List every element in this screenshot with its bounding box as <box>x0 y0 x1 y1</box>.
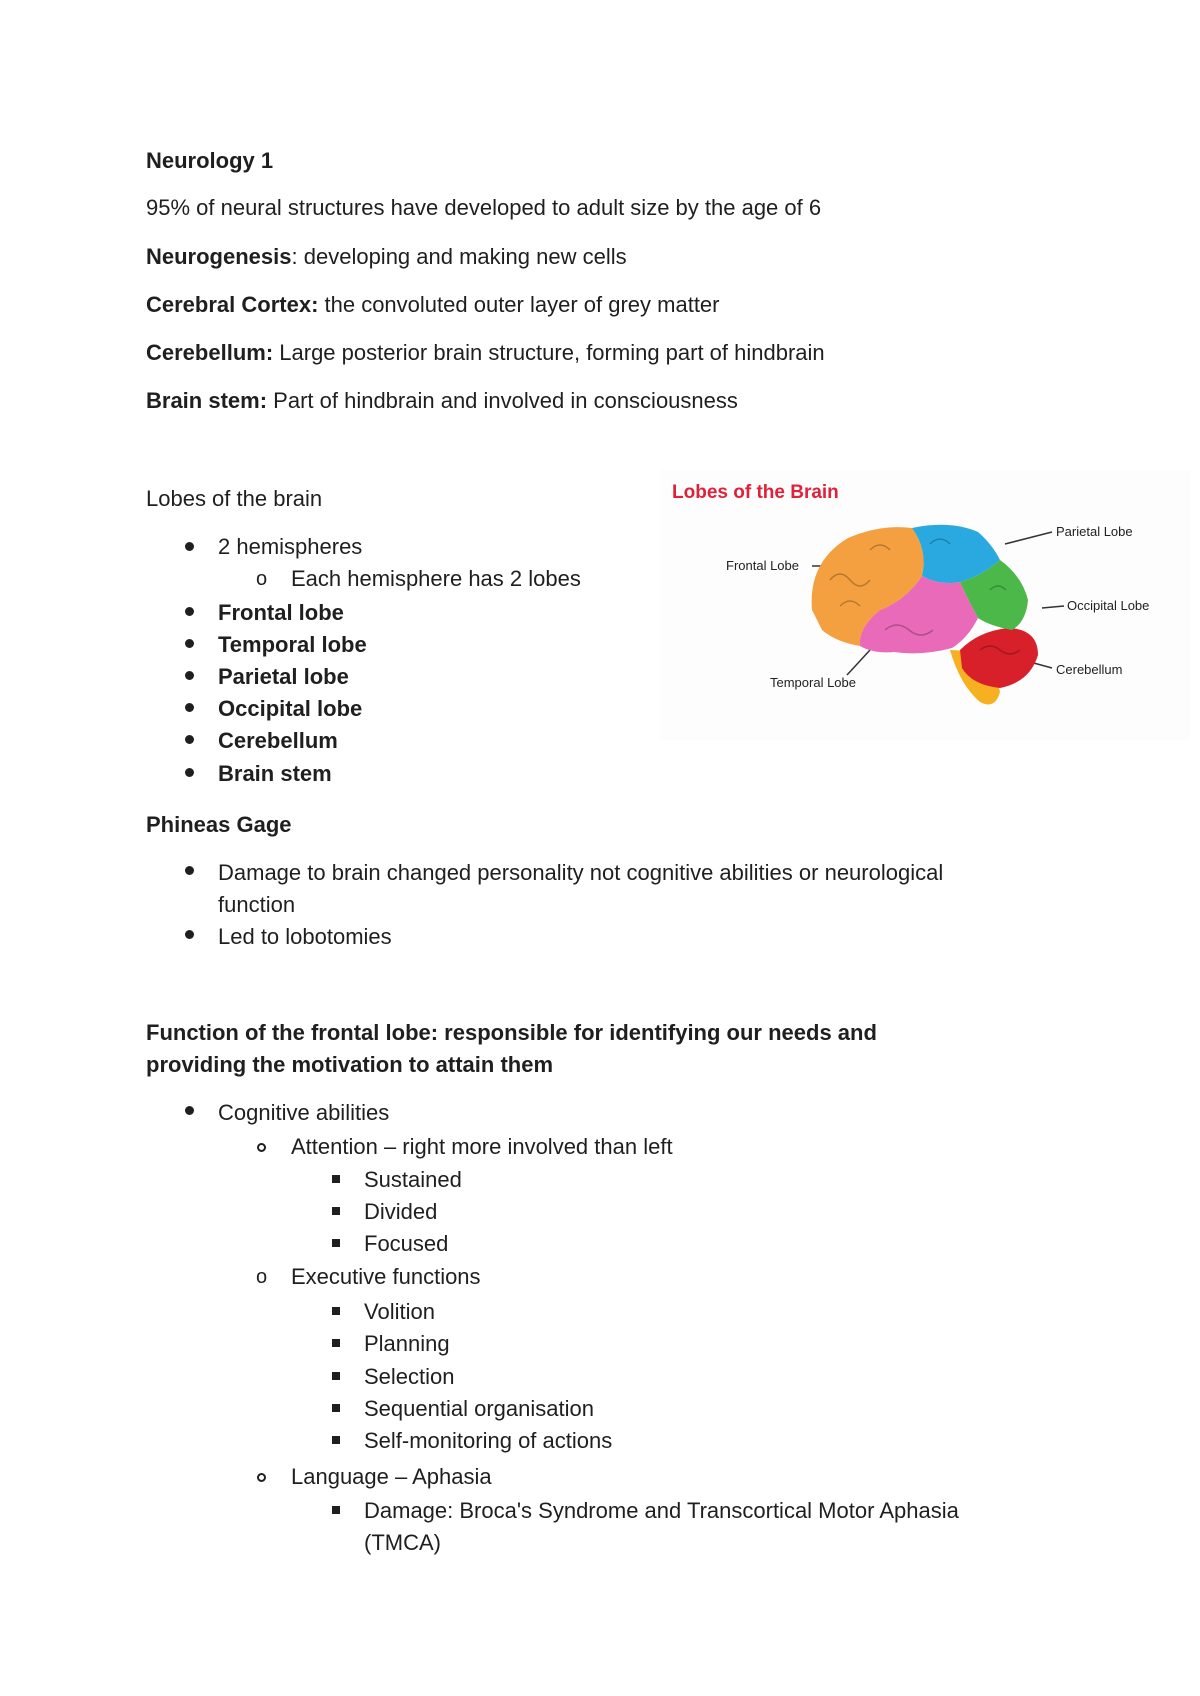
lobes-heading: Lobes of the brain <box>146 486 323 511</box>
bullet-dot-icon <box>185 866 194 875</box>
executive-planning: Planning <box>364 1331 450 1356</box>
bullet-dot-icon <box>185 930 194 939</box>
bullet-square-icon <box>332 1372 340 1380</box>
lobe-item-occipital: Occipital lobe <box>218 696 363 721</box>
definition-text: developing and making new cells <box>297 244 627 269</box>
bullet-square-icon <box>332 1175 340 1183</box>
lobes-subitem: Each hemisphere has 2 lobes <box>291 566 581 591</box>
phineas-item-1-line-2: function <box>218 892 296 917</box>
label-temporal-lobe: Temporal Lobe <box>770 675 856 690</box>
bullet-circle-icon <box>257 1473 266 1482</box>
bullet-square-icon <box>332 1436 340 1444</box>
bullet-circle-icon: o <box>256 1266 268 1288</box>
lobe-item-frontal: Frontal lobe <box>218 600 344 625</box>
bullet-square-icon <box>332 1506 340 1514</box>
bullet-dot-icon <box>185 1106 194 1115</box>
bullet-dot-icon <box>185 768 194 777</box>
label-cerebellum: Cerebellum <box>1056 662 1123 677</box>
executive-volition: Volition <box>364 1299 435 1324</box>
executive-sequential-organisation: Sequential organisation <box>364 1396 594 1421</box>
language-aphasia: Language – Aphasia <box>291 1464 492 1489</box>
language-item-line-1: Damage: Broca's Syndrome and Transcortical Motor Aphasia <box>364 1498 959 1523</box>
attention-item: Attention – right more involved than left <box>291 1134 673 1159</box>
label-frontal-lobe: Frontal Lobe <box>726 558 799 573</box>
label-parietal-lobe: Parietal Lobe <box>1056 524 1133 539</box>
document-title: Neurology 1 <box>146 148 274 173</box>
definition-term: Cerebral Cortex: <box>146 292 319 317</box>
definition-text: the convoluted outer layer of grey matter <box>318 292 720 317</box>
bullet-square-icon <box>332 1404 340 1412</box>
definition-cerebellum <box>146 340 825 366</box>
bullet-dot-icon <box>185 607 194 616</box>
brain-lobes-figure <box>660 470 1190 740</box>
lobe-item-parietal: Parietal lobe <box>218 664 349 689</box>
executive-functions: Executive functions <box>291 1264 481 1289</box>
definition-text: Large posterior brain structure, forming part of hindbrain <box>273 340 825 365</box>
bullet-square-icon <box>332 1239 340 1247</box>
definition-neurogenesis <box>146 244 627 270</box>
lobes-item-hemispheres: 2 hemispheres <box>218 534 363 559</box>
figure-title: Lobes of the Brain <box>672 482 839 503</box>
frontal-function-heading-line-2: providing the motivation to attain them <box>146 1052 553 1077</box>
language-item-line-2: (TMCA) <box>364 1530 441 1555</box>
bullet-dot-icon <box>185 542 194 551</box>
label-occipital-lobe: Occipital Lobe <box>1067 598 1150 613</box>
bullet-dot-icon <box>185 735 194 744</box>
executive-self-monitoring: Self-monitoring of actions <box>364 1428 613 1453</box>
intro-text: 95% of neural structures have developed to adult size by the age of 6 <box>146 195 822 220</box>
bullet-circle-icon: o <box>256 568 268 590</box>
phineas-heading: Phineas Gage <box>146 812 292 837</box>
bullet-square-icon <box>332 1339 340 1347</box>
bullet-square-icon <box>332 1307 340 1315</box>
frontal-function-heading-line-1: Function of the frontal lobe: responsible for identifying our needs and <box>146 1020 877 1045</box>
bullet-circle-icon <box>257 1143 266 1152</box>
lobe-item-brain-stem: Brain stem <box>218 761 332 786</box>
bullet-square-icon <box>332 1207 340 1215</box>
definition-text: Part of hindbrain and involved in consciousness <box>267 388 738 413</box>
lobe-item-cerebellum: Cerebellum <box>218 728 338 753</box>
definition-term: Cerebellum: <box>146 340 274 365</box>
definition-separator: : <box>291 244 298 269</box>
phineas-item-2: Led to lobotomies <box>218 924 392 949</box>
bullet-dot-icon <box>185 671 194 680</box>
bullet-dot-icon <box>185 639 194 648</box>
definition-term: Brain stem: <box>146 388 268 413</box>
cognitive-abilities: Cognitive abilities <box>218 1100 390 1125</box>
executive-selection: Selection <box>364 1364 455 1389</box>
definition-term: Neurogenesis <box>146 244 292 269</box>
phineas-item-1-line-1: Damage to brain changed personality not cognitive abilities or neurological <box>218 860 944 885</box>
attention-focused: Focused <box>364 1231 449 1256</box>
attention-sustained: Sustained <box>364 1167 462 1192</box>
definition-cerebral-cortex <box>146 292 720 318</box>
lobe-item-temporal: Temporal lobe <box>218 632 367 657</box>
attention-divided: Divided <box>364 1199 438 1224</box>
definition-brain-stem <box>146 388 738 414</box>
bullet-dot-icon <box>185 703 194 712</box>
